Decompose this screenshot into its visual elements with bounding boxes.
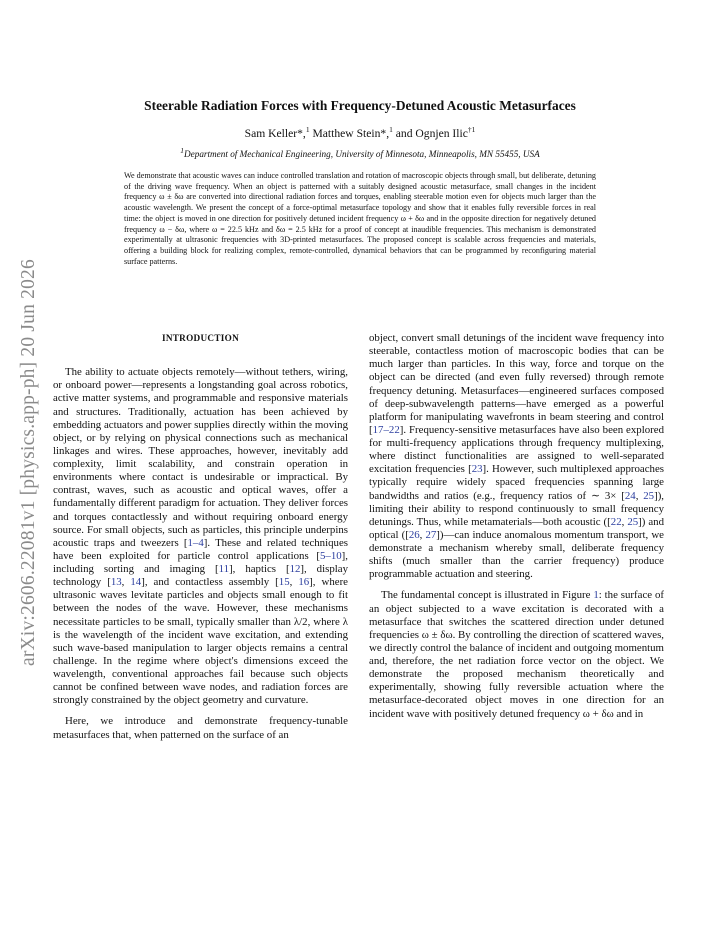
citation-link[interactable]: 25 xyxy=(643,489,655,502)
paragraph: The ability to actuate objects remotely—without tethers, wiring, or onboard power—represents a longstanding goal across robotics, active matter systems, and programmable and responsive materials and structures. Traditionally, actuation has been achieved by embedding actuators and power supplies directly within the moving object, or by relying on physical connections such as mechanical linkages and wires. These approaches, however, inevitably add complexity, limit scalability, and constrain operation in environments where contact is undesirable or impractical. By contrast, waves, such as acoustic and optical waves, offer a fundamentally different paradigm for actuation. They deliver forces and torques contactlessly and without requiring onboard energy source. For small objects, such as particles, this principle underpins acoustic traps and tweezers [1–4]. These and related techniques have been exploited for particle control applications [5–10], including sorting and imaging [11], haptics [12], display technology [13, 14], and contactless assembly [15, 16], where ultrasonic waves levitate particles and objects small enough to fit between the nodes of the wave. However, these mechanisms necessitate particles to be small, typically smaller than λ/2, where λ is the wavelength of the incident wave excitation, and extending such wave-based manipulation to larger objects remains a central challenge. In the regime where object's dimensions exceed the wavelength, conventional approaches fail because such objects cannot be confined between wave nodes, and radiation forces are strongly constrained by the object geometry and curvature. xyxy=(53,366,348,707)
paragraph: object, convert small detunings of the incident wave frequency into steerable, contactless motion of macroscopic bodies that can be much larger than particles. In this way, force and torque on the object can be directed (and even fully reversed) through remote frequency detuning. Metasurfaces—engineered surfaces composed of deep-subwavelength patterns—have emerged as a powerful platform for manipulating wavefronts in beam steering and control [17–22]. Frequency-sensitive metasurfaces have also been explored for multi-frequency applications through frequency multiplexing, where distinct functionalities are assigned to well-separated excitation frequencies [23]. However, such multiplexed approaches typically require widely spaced frequencies spanning large bandwidths and ratios (e.g., frequency ratios of ∼ 3× [24, 25]), limiting their ability to respond continuously to small frequency detunings. Thus, while metamaterials—both acoustic ([22, 25]) and optical ([26, 27])—can induce anomalous momentum transport, we demonstrate a mechanism whereby small, deliberate frequency shifts (much smaller than the carrier frequency) produce programmable actuation and steering. xyxy=(369,332,665,581)
citation-link[interactable]: 25 xyxy=(627,515,639,528)
citation-link[interactable]: 26 xyxy=(408,528,420,541)
affiliation xyxy=(60,145,660,159)
author-name: and Ognjen Ilic xyxy=(392,127,468,140)
citation-link[interactable]: 12 xyxy=(289,563,301,575)
affiliation-marker: 1 xyxy=(180,145,185,155)
author-name: Matthew Stein*, xyxy=(309,127,390,140)
citation-link[interactable]: 11 xyxy=(218,563,230,575)
author-list xyxy=(60,127,660,140)
affiliation-marker: 1 xyxy=(305,125,310,135)
author-name: Sam Keller*, xyxy=(244,127,306,140)
section-heading: INTRODUCTION xyxy=(161,333,240,343)
citation-link[interactable]: 5–10 xyxy=(319,549,342,562)
paragraph: The fundamental concept is illustrated in Figure 1: the surface of an object subjected to a wave excitation is decorated with a metasurface that switches the scattered direction under detuned frequencies ω ± δω. By controlling the direction of scattered waves, we directly control the balance of incident and outgoing momentum and, therefore, the net radiation force vector on the object. We demonstrate the proposed mechanism theoretically and experimentally, showing fully reversible actuation where the metasurface-decorated object moves in one direction for an incident wave with positively detuned frequency ω + δω and in xyxy=(369,589,665,720)
figure-link[interactable]: 1 xyxy=(593,589,599,602)
paper-title: Steerable Radiation Forces with Frequency-Detuned Acoustic Metasurfaces xyxy=(144,98,576,113)
abstract: We demonstrate that acoustic waves can induce controlled translation and rotation of macroscopic objects through small, but deliberate, detuning of the driving wave frequency. When an object is patterned with a suitably designed acoustic metasurface, small changes in the incident frequency ω ± δω are converted into directional radiation forces and torques, enabling steerable motion even for objects much larger than the acoustic wavelength. We present the concept of a force-optimal metasurface topology and show that it enables fully reversible forces in real time: the object is moved in one direction for positively detuned incident frequency ω + δω and in the opposite direction for negatively detuned frequency ω − δω, where ω = 22.5 kHz and δω = 2.5 kHz for a proof of concept at inaudible frequencies. This mechanism is demonstrated experimentally at ultrasonic frequencies with 3D-printed metasurfaces. The proposed concept is scalable across frequencies and materials, offering a building block for realizing complex, remote-controlled, dynamical behaviors that can be programmed by reconfiguring material surface patterns. xyxy=(124,171,596,266)
paragraph: Here, we introduce and demonstrate frequency-tunable metasurfaces that, when patterned on the surface of an xyxy=(53,715,348,741)
arxiv-identifier: arXiv:2606.22081v1 [physics.app-ph] 20 Jun 2026 xyxy=(18,259,39,666)
citation-link[interactable]: 23 xyxy=(471,463,483,476)
right-column xyxy=(369,332,664,721)
citation-link[interactable]: 17–22 xyxy=(372,423,400,436)
affiliation-marker: 1 xyxy=(389,125,393,135)
citation-link[interactable]: 13 xyxy=(110,576,122,589)
citation-link[interactable]: 27 xyxy=(425,528,437,541)
left-column xyxy=(53,332,348,742)
affiliation-text: Department of Mechanical Engineering, University of Minnesota, Minneapolis, MN 55455, USA xyxy=(184,149,540,159)
citation-link[interactable]: 16 xyxy=(298,576,310,589)
citation-link[interactable]: 14 xyxy=(130,576,142,589)
citation-link[interactable]: 1–4 xyxy=(187,536,204,549)
citation-link[interactable]: 24 xyxy=(624,489,636,502)
affiliation-marker: †1 xyxy=(467,125,476,135)
citation-link[interactable]: 15 xyxy=(278,576,290,589)
citation-link[interactable]: 22 xyxy=(610,515,622,528)
